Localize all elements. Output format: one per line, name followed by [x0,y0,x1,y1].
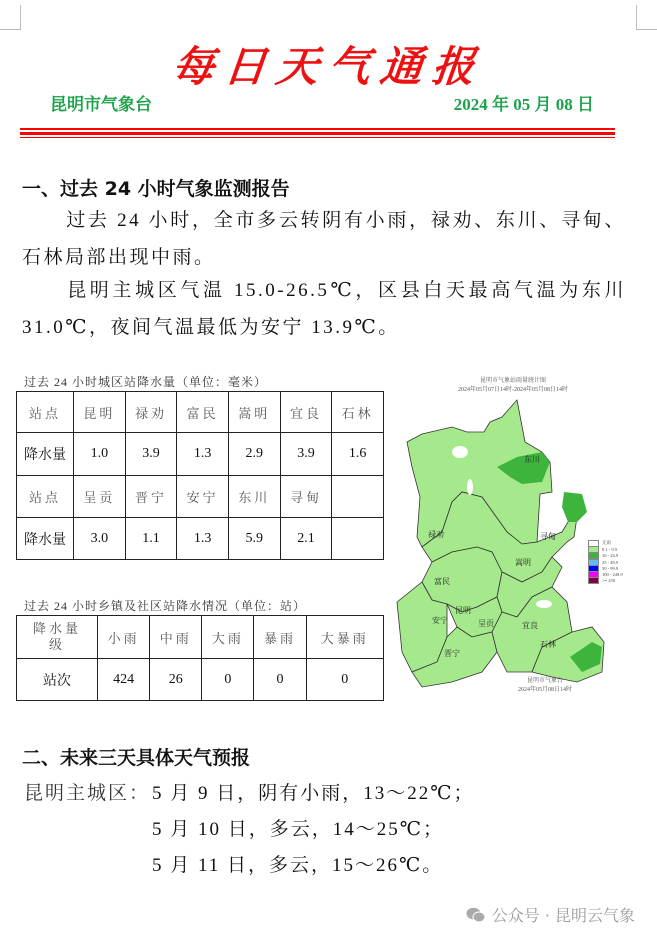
rainfall-value: 1.3 [177,518,229,560]
station-count: 0 [202,659,254,701]
legend-item: >= 250 [588,578,623,584]
map-footer: 昆明市气象台 2024年05月08日14时 [517,678,572,693]
station-count: 0 [254,659,306,701]
station-name: 宜良 [280,392,332,433]
rainfall-value: 3.9 [280,433,332,476]
forecast-area-label: 昆明主城区： [24,783,151,804]
station-label: 站点 [17,476,74,518]
map-label-kunming: 昆明 [455,606,471,615]
station-label: 站点 [17,392,74,433]
station-count: 0 [306,659,383,701]
forecast-day-1: 5 月 9 日，阴有小雨，13～22℃； [152,783,475,804]
station-name: 寻甸 [280,476,332,518]
rain-level: 大暴雨 [306,616,383,659]
rainfall-value: 1.1 [125,518,177,560]
watermark [466,903,635,926]
section-1-paragraph-2: 昆明主城区气温 15.0-26.5℃，区县白天最高气温为东川 31.0℃，夜间气温最低为安宁 13.9℃。 [22,280,626,338]
legend-item: 10 - 24.9 [588,553,623,559]
legend-item: 50 - 99.9 [588,565,623,571]
legend-swatch [588,577,599,584]
rainfall-value: 3.0 [74,518,126,560]
station-name: 昆明 [74,392,126,433]
urban-station-rainfall-table [16,391,384,560]
forecast-day-3: 5 月 11 日，多云，15～26℃。 [152,855,444,876]
report-date: 2024 年 05 月 08 日 [453,95,594,114]
no-rain-patch [536,600,552,608]
table-row [17,616,384,659]
rain-level: 中雨 [150,616,202,659]
station-name: 富民 [177,392,229,433]
header-rule-bottom [20,137,615,138]
header-rule-middle [20,132,615,135]
map-label-yiliang: 宜良 [522,621,538,630]
header-rule-top [20,128,615,130]
station-name: 禄劝 [125,392,177,433]
rainfall-value: 1.3 [177,433,229,476]
rainfall-label: 降水量 [17,518,74,560]
rain-level: 小雨 [98,616,150,659]
township-rainfall-count-table [16,615,384,701]
table-row [17,518,384,560]
legend-item: 0.1 - 9.9 [588,546,623,552]
station-name: 嵩明 [228,392,280,433]
table-row [17,433,384,476]
station-name: 晋宁 [125,476,177,518]
report-title: 每日天气通报 [169,42,487,91]
map-label-jinning: 晋宁 [444,649,460,658]
legend-item: 25 - 49.9 [588,559,623,565]
legend-item: 无雨 [588,540,623,546]
station-count: 424 [98,659,150,701]
table-row [17,659,384,701]
map-label-chenggong: 呈贡 [478,619,494,628]
page-corner-mark-right [636,5,657,30]
legend-item: 100 - 249.9 [588,571,623,577]
map-label-xundian: 寻甸 [540,532,556,541]
organization-name: 昆明市气象台 [50,95,152,115]
station-name: 呈贡 [74,476,126,518]
station-count-label: 站次 [17,659,98,701]
rainfall-label: 降水量 [17,433,74,476]
map-label-songming: 嵩明 [515,558,531,567]
rainfall-map [392,372,657,697]
station-name: 石林 [332,392,384,433]
map-label-luquan: 禄劝 [428,530,444,539]
section-1-heading: 一、过去 24 小时气象监测报告 [22,178,290,200]
map-legend [588,540,623,584]
section-2-heading: 二、未来三天具体天气预报 [22,747,251,769]
no-rain-patch [467,479,473,495]
map-label-shilin: 石林 [540,640,556,649]
station-name: 安宁 [177,476,229,518]
rain-level-label: 降水量级 [17,616,98,659]
rainfall-value [332,518,384,560]
map-label-anning: 安宁 [432,616,448,625]
rainfall-value: 2.9 [228,433,280,476]
no-rain-patch [452,446,468,458]
rainfall-value: 2.1 [280,518,332,560]
table-2-caption: 过去 24 小时乡镇及社区站降水情况（单位：站） [24,599,307,613]
table-row [17,392,384,433]
page-corner-mark-left [0,5,21,30]
forecast-day-2: 5 月 10 日，多云，14～25℃； [152,819,445,840]
rainfall-value: 1.0 [74,433,126,476]
station-name [332,476,384,518]
table-row [17,476,384,518]
station-count: 26 [150,659,202,701]
wechat-icon [466,907,486,923]
rainfall-value: 3.9 [125,433,177,476]
rain-level: 大雨 [202,616,254,659]
map-title: 昆明市气象站雨量统计图 2024年05月07日14时-2024年05月08日14时 [458,378,568,393]
table-1-caption: 过去 24 小时城区站降水量（单位：毫米） [24,375,268,389]
watermark-text: 公众号 · 昆明云气象 [491,906,635,925]
rain-level: 暴雨 [254,616,306,659]
rainfall-value: 5.9 [228,518,280,560]
section-1-paragraph-1: 过去 24 小时，全市多云转阴有小雨，禄劝、东川、寻甸、石林局部出现中雨。 [22,210,626,268]
moderate-rain-area-xundian [562,492,587,522]
map-label-fumin: 富民 [434,577,450,586]
rainfall-value: 1.6 [332,433,384,476]
map-label-dongchuan: 东川 [524,455,540,464]
station-name: 东川 [228,476,280,518]
